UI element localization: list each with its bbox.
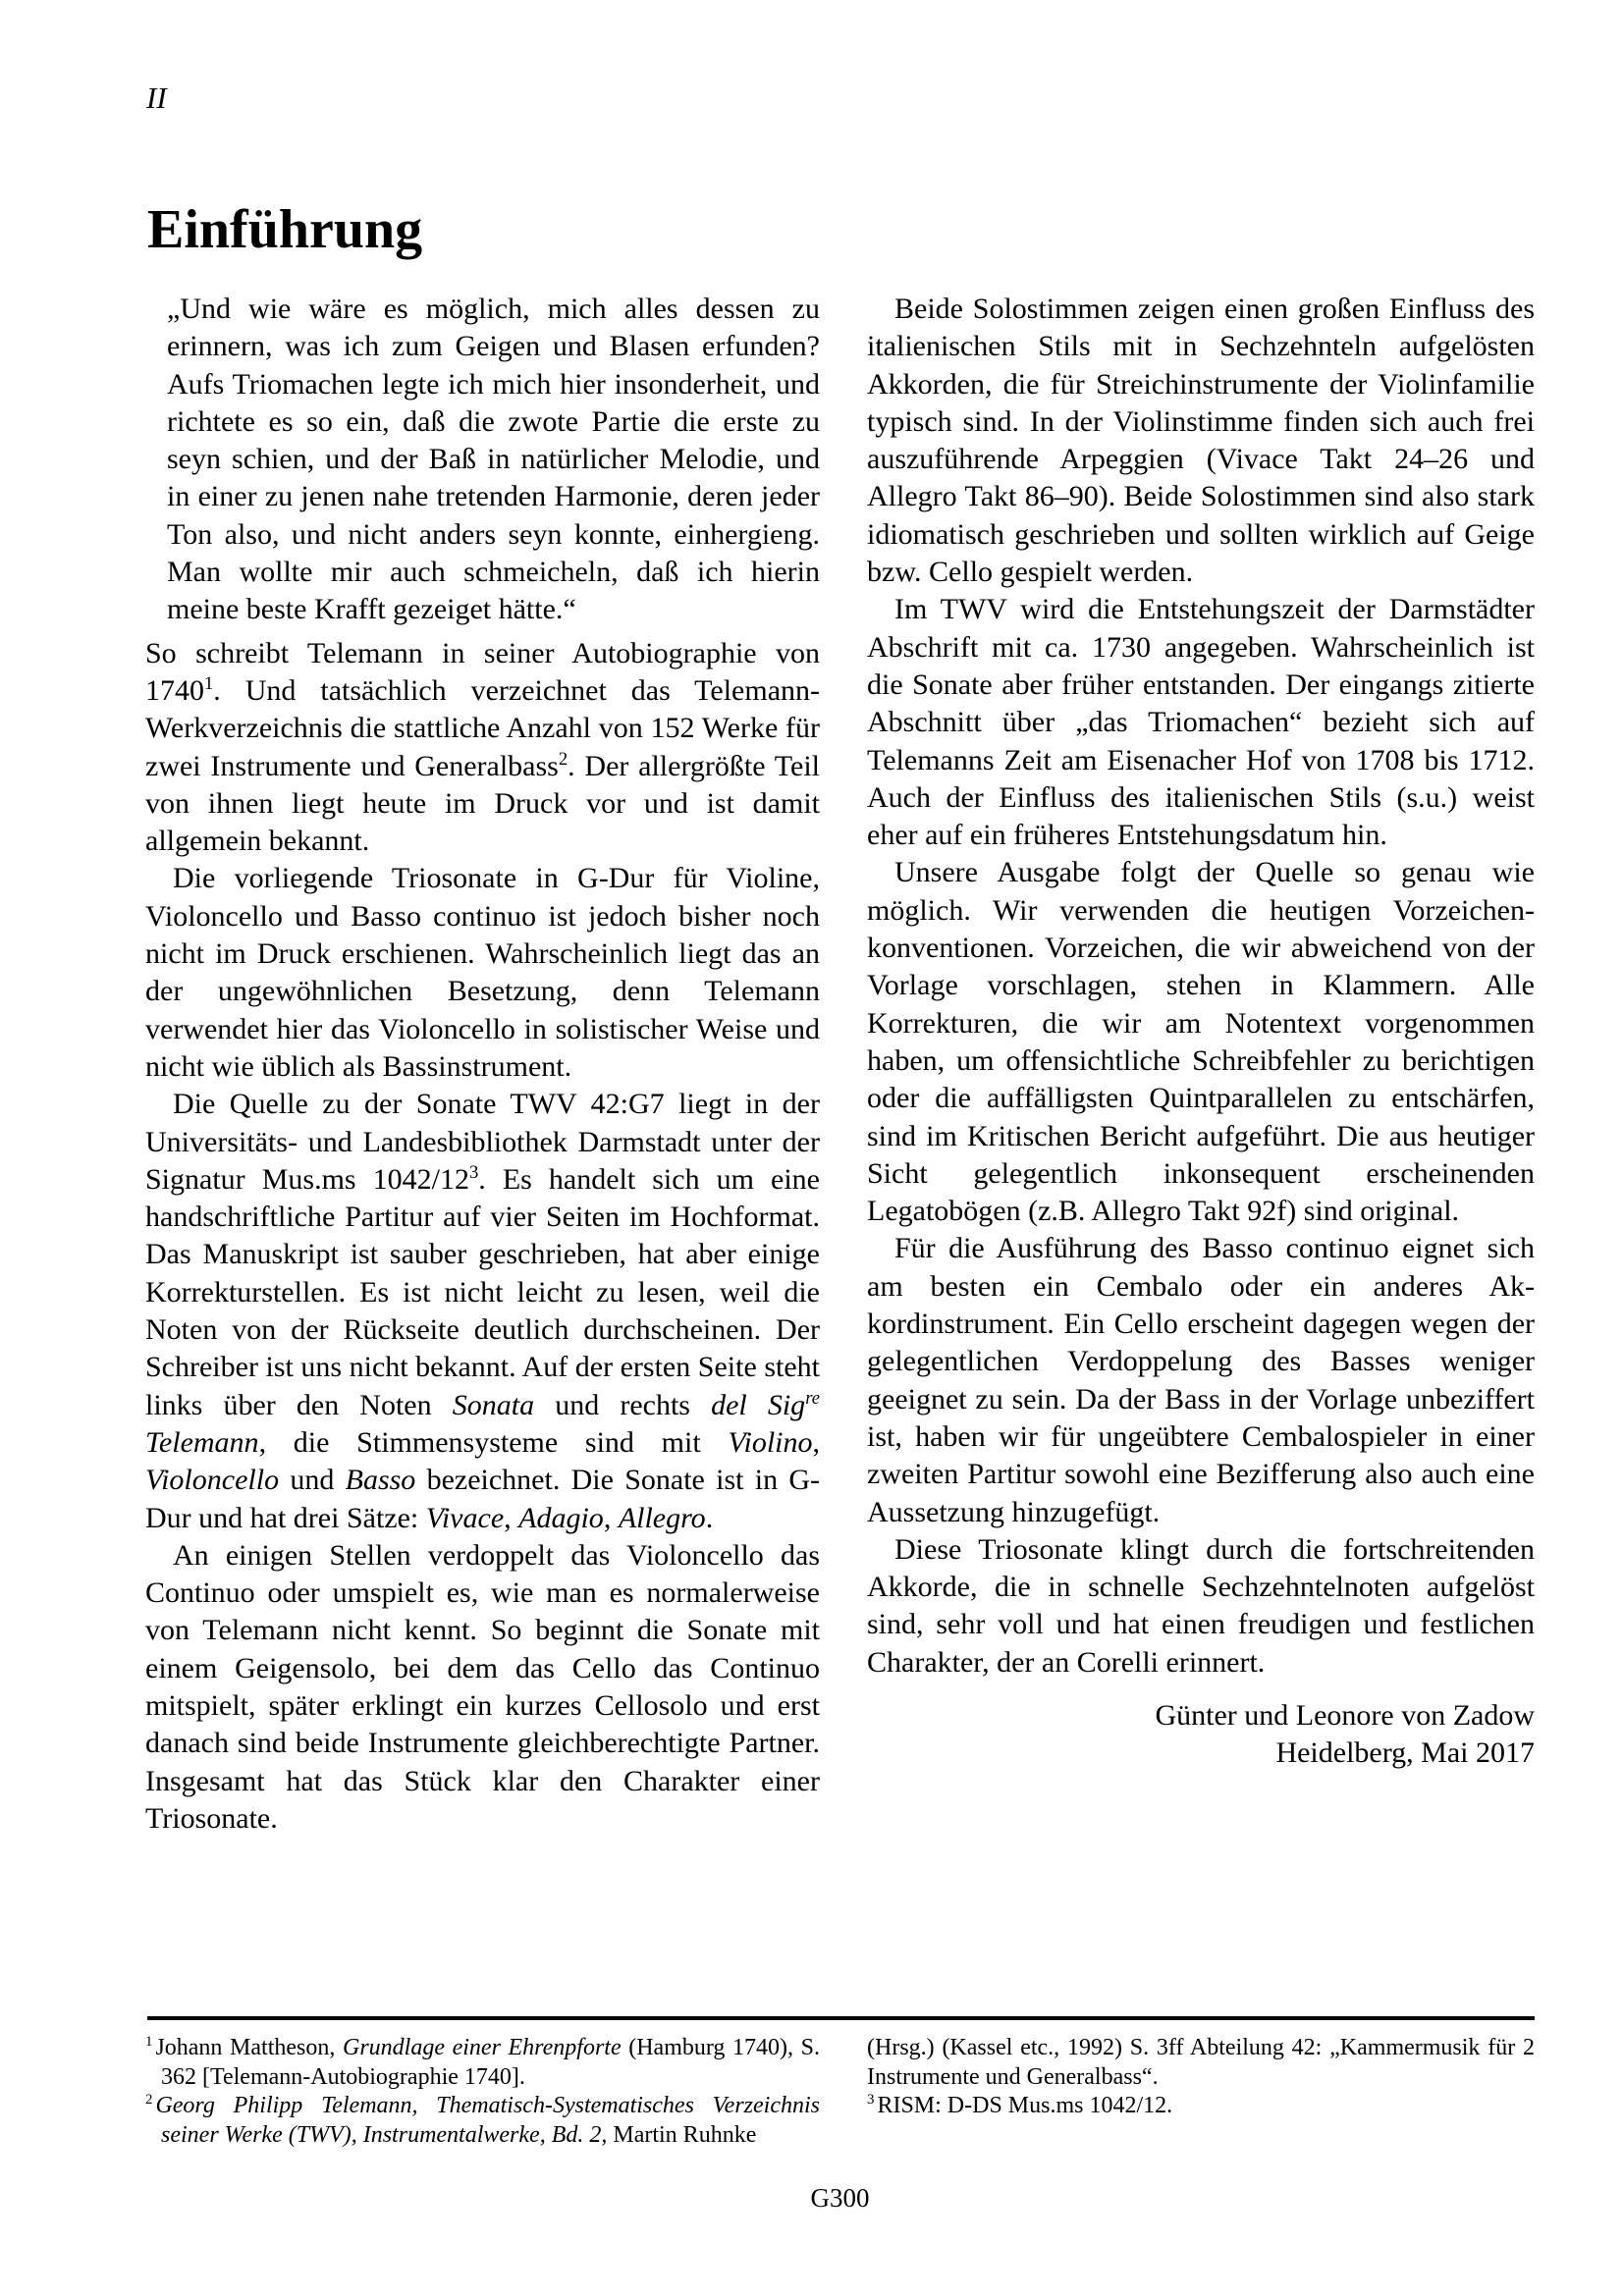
footnote-marker: 1 <box>145 2034 153 2050</box>
text-segment: Im TWV wird die Entstehungszeit der Darmstädter Abschrift mit ca. 1730 angegeben. Wahrscheinlich ist die Sonate aber früher entstanden. Der eingangs zitierte Abschnitt über „das Triomachen“ bezieht sich auf Telemanns Zeit am Eisenacher Hof von 1708 bis 1712. Auch der Einfluss des italienischen Stils (s.u.) weist eher auf ein früheres Entstehungsdatum hin. <box>867 593 1535 852</box>
text-segment: . Der allergrößte Teil von ihnen liegt heute im Druck vor und ist damit allgemein bekannt. <box>145 749 820 858</box>
page-title: Einführung <box>147 199 423 260</box>
body-paragraph <box>145 635 820 861</box>
text-segment: So schreibt Telemann in seiner Autobiographie von 1740 <box>145 636 820 707</box>
text-segment: , <box>812 1425 820 1459</box>
text-segment: Adagio <box>518 1501 604 1534</box>
text-segment: Die vorliegende Triosonate in G-Dur für Violine, Violoncello und Basso continuo ist jedoch bisher noch nicht im Druck erschienen. Wahrscheinlich liegt das an der ungewöhnlichen Besetzung, denn Telemann verwendet hier das Violoncello in solistischer Weise und nicht wie üblich als Bassinstrument. <box>145 862 820 1083</box>
body-paragraph <box>867 1531 1535 1682</box>
text-segment: . <box>705 1501 714 1534</box>
right-column <box>867 291 1535 1838</box>
footnote-marker: 3 <box>867 2092 875 2108</box>
text-segment: , <box>603 1501 619 1534</box>
body-text <box>145 291 1535 1838</box>
text-segment: (Hamburg 1740), S. 362 [Telemann-Autobiographie 1740]. <box>161 2035 820 2090</box>
text-segment: und <box>279 1464 346 1497</box>
text-segment: Grundlage einer Ehrenpforte <box>342 2035 622 2060</box>
footnote-reference: 3 <box>468 1161 479 1183</box>
text-segment: , die Stimmensysteme sind mit <box>258 1425 729 1459</box>
body-paragraph <box>867 291 1535 591</box>
quote-paragraph <box>145 291 820 629</box>
signature-line <box>867 1735 1535 1772</box>
text-segment: An einigen Stellen verdoppelt das Violoncello das Continuo oder umspielt es, wie man es normalerweise von Telemann nicht kennt. So beginnt die Sonate mit einem Geigensolo, bei dem das Cello das Continuo mitspielt, später erklingt ein kurzes Cellosolo und erst danach sind beide Instrumente gleichberechtigte Partner. Insgesamt hat das Stück klar den Charakter einer Triosonate. <box>145 1538 820 1835</box>
text-segment: „Und wie wäre es möglich, mich alles dessen zu erinnern, was ich zum Geigen und Blasen erfunden? Aufs Triomachen legte ich mich hier insonderheit, und richtete es so ein, daß die zwote Partie die erste zu seyn schien, und der Baß in natürlicher Melodie, und in einer zu jenen nahe tretenden Harmonie, deren jeder Ton also, und nicht anders seyn konnte, einhergieng. Man wollte mir auch schmeicheln, daß ich hierin meine beste Krafft gezeiget hätte.“ <box>167 293 820 626</box>
page-number: II <box>146 80 167 115</box>
body-paragraph <box>867 591 1535 854</box>
footnote-reference: re <box>805 1387 820 1409</box>
footnote-item <box>867 2092 1535 2121</box>
footnote-reference: 1 <box>204 672 214 694</box>
footnote-item <box>145 2034 820 2092</box>
footnote-reference: 2 <box>558 748 568 770</box>
footnote-item <box>145 2092 820 2150</box>
footnotes <box>145 2034 1535 2150</box>
text-segment: Diese Triosonate klingt durch die fortschreitenden Akkorde, die in schnelle Sechzehntelnoten aufgelöst sind, sehr voll und hat einen freudigen und festlichen Charakter, der an Corelli erinnert. <box>867 1532 1535 1679</box>
text-segment: Telemann <box>145 1425 259 1459</box>
text-segment: Basso <box>345 1464 416 1497</box>
text-segment: Allegro <box>618 1501 706 1534</box>
body-paragraph <box>145 860 820 1086</box>
text-segment: und rechts <box>534 1388 712 1421</box>
signature-line <box>867 1697 1535 1735</box>
text-segment: RISM: D-DS Mus.ms 1042/12. <box>877 2093 1173 2118</box>
footnote-item <box>867 2034 1535 2092</box>
text-segment: . Und tatsächlich verzeichnet das Telemann-Werkverzeichnis die stattliche Anzahl von 152 Werke für zwei Instrumente und Generalbass <box>145 673 820 782</box>
text-segment: Die Quelle zu der Sonate TWV 42:G7 liegt in der Universitäts- und Landesbibliothek Darmstadt unter der Signatur Mus.ms 1042/12 <box>145 1088 820 1196</box>
left-column <box>145 291 820 1838</box>
body-paragraph <box>145 1537 820 1838</box>
text-segment: Vivace <box>425 1501 505 1534</box>
text-segment: Violino <box>728 1425 813 1459</box>
footnote-marker: 2 <box>145 2092 153 2108</box>
body-paragraph <box>145 1086 820 1537</box>
text-segment: , <box>504 1501 519 1534</box>
text-segment: Sonata <box>452 1388 535 1421</box>
text-segment: Violoncello <box>145 1464 280 1497</box>
body-paragraph <box>867 854 1535 1230</box>
text-segment: del Sig <box>711 1388 806 1421</box>
text-segment: , Martin Ruhnke <box>601 2121 757 2148</box>
body-paragraph <box>867 1230 1535 1530</box>
text-segment: . Es handelt sich um eine handschriftliche Partitur auf vier Seiten im Hochformat. Das Manuskript ist sauber geschrieben, hat aber einige Korrekturstellen. Es ist nicht leicht zu lesen, weil die Noten von der Rückseite deutlich durchscheinen. Der Schreiber ist uns nicht bekannt. Auf der ersten Seite steht links über den Noten <box>145 1162 820 1421</box>
plate-number: G300 <box>810 2183 870 2213</box>
text-segment: Heidelberg, Mai 2017 <box>1275 1736 1535 1770</box>
text-segment: Georg Philipp Telemann, Thematisch-Systematisches Verzeichnis seiner Werke (TWV), Instrumentalwerke, Bd. 2 <box>155 2093 820 2148</box>
text-segment: Beide Solostimmen zeigen einen großen Einfluss des italienischen Stils mit in Sechzehnteln aufgelösten Akkorden, die für Streichinstrumente der Violinfamilie typisch sind. In der Violinstimme finden sich auch frei auszuführende Arpeggien (Vivace Takt 24–26 und Allegro Takt 86–90). Beide Solostimmen sind also stark idiomatisch geschrieben und sollten wirklich auf Geige bzw. Cello gespielt werden. <box>867 293 1535 589</box>
text-segment: bezeichnet. Die Sonate ist in G-Dur und hat drei Sätze: <box>145 1464 820 1534</box>
text-segment: Günter und Leonore von Zadow <box>1155 1698 1535 1732</box>
footnotes-right-column <box>867 2034 1535 2150</box>
text-segment: Johann Mattheson, <box>155 2035 343 2060</box>
text-segment: Für die Ausführung des Basso continuo eignet sich am besten ein Cembalo oder ein anderes Akkordinstrument. Ein Cello erscheint dagegen wegen der gelegentlichen Verdoppelung des Basses weniger geeignet zu sein. Da der Bass in der Vorlage unbeziffert ist, haben wir für ungeübtere Cembalospieler in einer zweiten Partitur sowohl eine Bezifferung also auch eine Aussetzung hinzugefügt. <box>867 1232 1535 1528</box>
footnotes-left-column <box>145 2034 820 2150</box>
text-segment: Unsere Ausgabe folgt der Quelle so genau wie möglich. Wir verwenden die heutigen Vorzeichenkonventionen. Vorzeichen, die wir abweichend von der Vorlage vorschlagen, stehen in Klammern. Alle Korrekturen, die wir am Notentext vorgenommen haben, um offensichtliche Schreibfehler zu berichtigen oder die auffälligsten Quintparallelen zu entschärfen, sind im Kritischen Bericht aufgeführt. Die aus heutiger Sicht gelegentlich inkonsequent erscheinenden Legatobögen (z.B. Allegro Takt 92f) sind original. <box>867 856 1535 1228</box>
text-segment: (Hrsg.) (Kassel etc., 1992) S. 3ff Abteilung 42: „Kammermusik für 2 Instrumente und Generalbass“. <box>867 2035 1535 2090</box>
footnote-separator <box>147 2016 1535 2020</box>
